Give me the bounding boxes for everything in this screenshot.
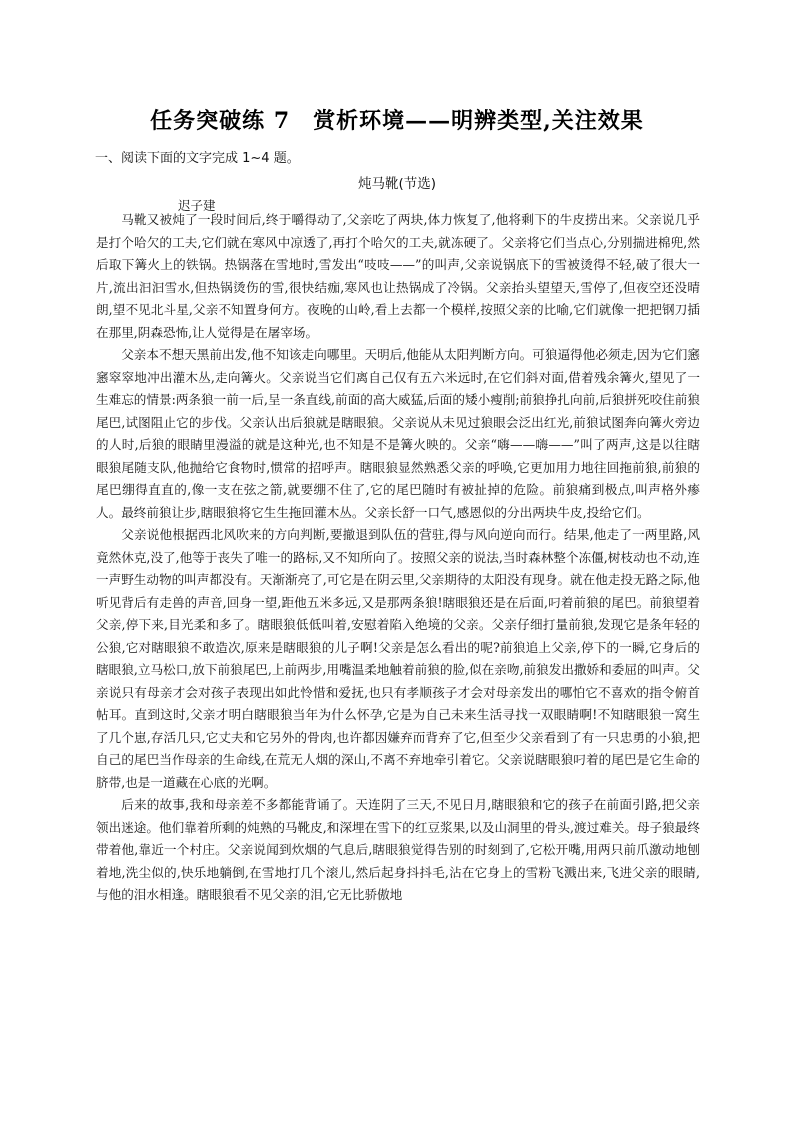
paragraph: 后来的故事,我和母亲差不多都能背诵了。天连阴了三天,不见日月,瞎眼狼和它的孩子在前面引路,把父亲领出迷途。他们靠着所剩的炖熟的马靴皮,和深埋在雪下的红豆浆果,以及山洞里的骨头,渡过难关。母子狼最终带着他,靠近一个村庄。父亲说闻到炊烟的气息后,瞎眼狼觉得告别的时刻到了,它松开嘴,用两只前爪激动地刨着地,洗尘似的,快乐地躺倒,在雪地打几个滚儿,然后起身抖抖毛,沾在它身上的雪粉飞溅出来,飞进父亲的眼睛,与他的泪水相逢。瞎眼狼看不见父亲的泪,它无比骄傲地 [96,797,700,902]
question-instruction: 一、阅读下面的文字完成 1~4 题。 [95,151,300,166]
article-body [96,209,700,907]
paragraph: 父亲说他根据西北风吹来的方向判断,要撤退到队伍的营驻,得与风向逆向而行。结果,他走了一两里路,风竟然休克,没了,他等于丧失了唯一的路标,又不知所向了。按照父亲的说法,当时森林整个冻僵,树枝动也不动,连一声野生动物的叫声都没有。天渐渐亮了,可它是在阴云里,父亲期待的太阳没有现身。就在他走投无路之际,他听见背后有走兽的声音,回身一望,距他五米多远,又是那两条狼!瞎眼狼还是在后面,叼着前狼的尾巴。前狼望着父亲,停下来,目光柔和多了。瞎眼狼低低叫着,安慰着陷入绝境的父亲。父亲仔细打量前狼,发现它是条年轻的公狼,它对瞎眼狼不敢造次,原来是瞎眼狼的儿子啊!父亲是怎么看出的呢?前狼追上父亲,停下的一瞬,它身后的瞎眼狼,立马松口,放下前狼尾巴,上前两步,用嘴温柔地触着前狼的脸,似在亲吻,前狼发出撒娇和委屈的叫声。父亲说只有母亲才会对孩子表现出如此怜惜和爱抚,也只有孝顺孩子才会对母亲发出的哪怕它不喜欢的指令俯首帖耳。直到这时,父亲才明白瞎眼狼当年为什么怀孕,它是为自己未来生活寻找一双眼睛啊!不知瞎眼狼一窝生了几个崽,存活几只,它丈夫和它另外的骨肉,也许都因嫌弃而背弃了它,但至少父亲看到了有一只忠勇的小狼,把自己的尾巴当作母亲的生命线,在荒无人烟的深山,不离不弃地牵引着它。父亲说瞎眼狼叼着的尾巴是它生命的脐带,也是一道藏在心底的光啊。 [96,527,700,790]
page-title: 任务突破练 7 赏析环境——明辨类型,关注效果 [150,108,644,134]
article-title: 炖马靴(节选) [357,176,437,192]
paragraph: 父亲本不想天黑前出发,他不知该走向哪里。天明后,他能从太阳判断方向。可狼逼得他必须走,因为它们窸窸窣窣地冲出灌木丛,走向篝火。父亲说当它们离自己仅有五六米远时,在它们斜对面,借着残余篝火,望见了一生难忘的情景:两条狼一前一后,呈一条直线,前面的高大威猛,后面的矮小瘦削;前狼挣扎向前,后狼拼死咬住前狼尾巴,试图阻止它的步伐。父亲认出后狼就是瞎眼狼。父亲说从未见过狼眼会泛出红光,前狼试图奔向篝火旁边的人时,后狼的眼睛里漫溢的就是这种光,也不知是不是篝火映的。父亲“嗨——嗨——”叫了两声,这是以往瞎眼狼尾随支队,他抛给它食物时,惯常的招呼声。瞎眼狼显然熟悉父亲的呼唤,它更加用力地往回拖前狼,前狼的尾巴绷得直直的,像一支在弦之箭,就要绷不住了,它的尾巴随时有被扯掉的危险。前狼痛到极点,叫声格外瘆人。最终前狼让步,瞎眼狼将它生生拖回灌木丛。父亲长舒一口气,感恩似的分出两块牛皮,投给它们。 [96,347,700,520]
article-author: 迟子建 [178,198,216,213]
paragraph: 马靴又被炖了一段时间后,终于嚼得动了,父亲吃了两块,体力恢复了,他将剩下的牛皮捞出来。父亲说几乎是打个哈欠的工夫,它们就在寒风中凉透了,再打个哈欠的工夫,就冻硬了。父亲将它们当点心,分别揣进棉兜,然后取下篝火上的铁锅。热锅落在雪地时,雪发出“吱吱——”的叫声,父亲说锅底下的雪被烫得不轻,破了很大一片,流出汩汩雪水,但热锅烫伤的雪,很快结痂,寒风也让热锅成了冷锅。父亲抬头望望天,雪停了,但夜空还没晴朗,望不见北斗星,父亲不知置身何方。夜晚的山岭,看上去都一个模样,按照父亲的比喻,它们就像一把把钢刀插在那里,阴森恐怖,让人觉得是在屠宰场。 [96,212,700,340]
